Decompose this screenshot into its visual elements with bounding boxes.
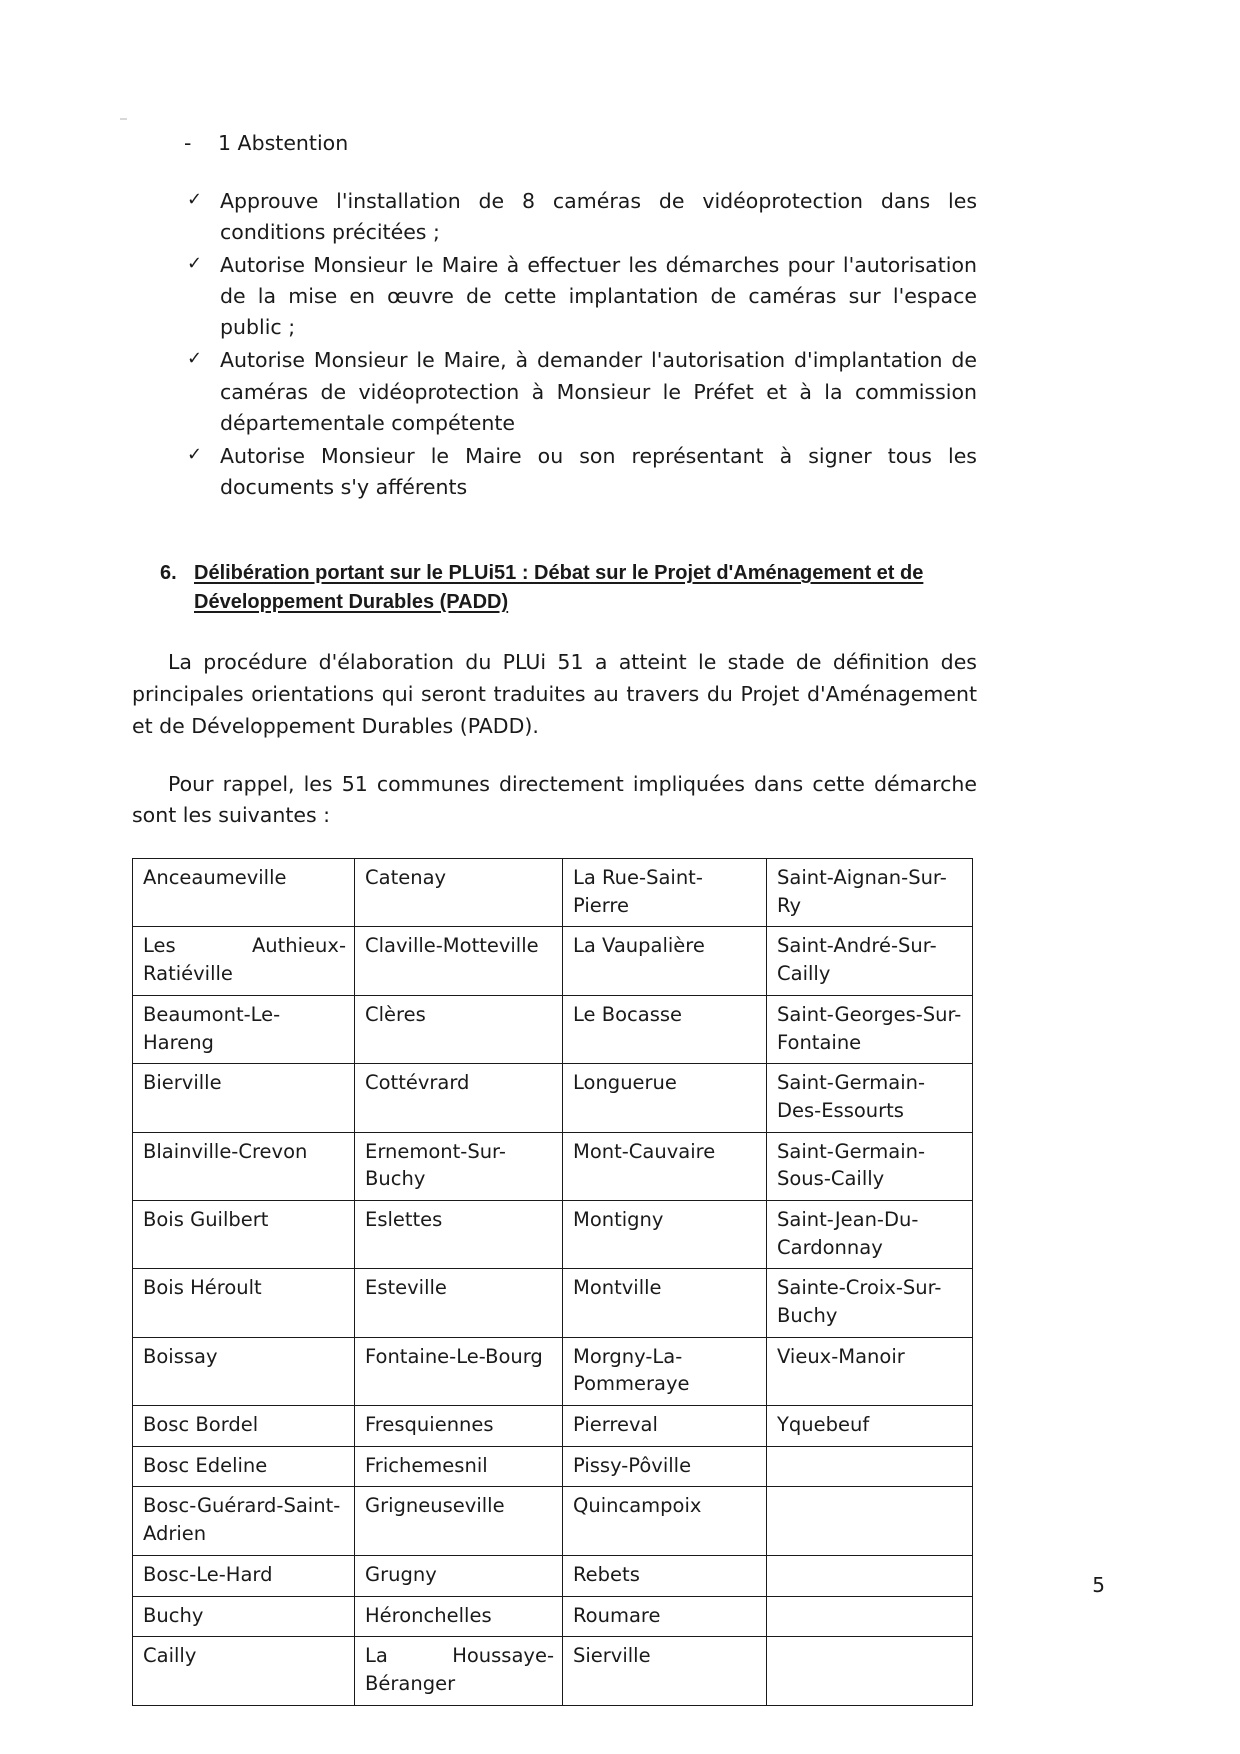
decision-text: Autorise Monsieur le Maire à effectuer les démarches pour l'autorisation de la mise en œuvre de cette implantation de caméras sur l'espace public ; [220,252,977,340]
table-cell [767,1487,973,1555]
table-cell: Claville-Motteville [355,927,563,995]
table-cell: Grugny [355,1555,563,1596]
page-number: 5 [1092,1573,1105,1597]
table-row [133,1555,973,1596]
table-cell: Pissy-Pôville [563,1446,767,1487]
table-cell: Boissay [133,1337,355,1405]
table-row [133,1132,973,1200]
table-cell: Clères [355,995,563,1063]
table-cell: Montigny [563,1200,767,1268]
table-cell: Saint-Jean-Du-Cardonnay [767,1200,973,1268]
table-cell: Bierville [133,1064,355,1132]
table-cell: Saint-Georges-Sur-Fontaine [767,995,973,1063]
page-content [132,130,977,1706]
table-cell: Héronchelles [355,1596,563,1637]
table-cell: Yquebeuf [767,1406,973,1447]
table-cell: Saint-Germain-Des-Essourts [767,1064,973,1132]
table-cell: Bosc-Le-Hard [133,1555,355,1596]
table-cell: Bois Héroult [133,1269,355,1337]
table-cell: Blainville-Crevon [133,1132,355,1200]
table-cell: Quincampoix [563,1487,767,1555]
table-cell: La Rue-Saint-Pierre [563,859,767,927]
check-icon: ✓ [187,348,203,370]
table-cell: Bois Guilbert [133,1200,355,1268]
table-row [133,1446,973,1487]
table-cell: Fontaine-Le-Bourg [355,1337,563,1405]
table-cell: Rebets [563,1555,767,1596]
table-cell [767,1446,973,1487]
table-cell: Morgny-La-Pommeraye [563,1337,767,1405]
decision-text: Autorise Monsieur le Maire, à demander l'autorisation d'implantation de caméras de vidéoprotection à Monsieur le Préfet et à la commission départementale compétente [220,348,977,435]
list-item [132,441,977,503]
table-cell: Mont-Cauvaire [563,1132,767,1200]
table-row [133,1406,973,1447]
table-cell: Le Bocasse [563,995,767,1063]
table-cell: Bosc Edeline [133,1446,355,1487]
table-row [133,1064,973,1132]
table-cell: La Houssaye-Béranger [355,1637,563,1705]
table-row [133,1337,973,1405]
table-cell: Roumare [563,1596,767,1637]
table-cell: Esteville [355,1269,563,1337]
table-cell: Frichemesnil [355,1446,563,1487]
section-number: 6. [160,562,177,585]
table-row [133,927,973,995]
table-cell: Les Authieux-Ratiéville [133,927,355,995]
table-cell: Saint-Germain-Sous-Cailly [767,1132,973,1200]
table-cell: Pierreval [563,1406,767,1447]
table-cell: Grigneuseville [355,1487,563,1555]
scan-artifact [120,118,127,120]
table-row [133,1637,973,1705]
table-cell: Anceaumeville [133,859,355,927]
table-cell: Catenay [355,859,563,927]
table-cell: La Vaupalière [563,927,767,995]
list-item [132,250,977,343]
table-cell: Saint-Aignan-Sur-Ry [767,859,973,927]
table-cell: Bosc Bordel [133,1406,355,1447]
table-cell: Cottévrard [355,1064,563,1132]
abstention-line [132,130,977,158]
decision-text: Approuve l'installation de 8 caméras de vidéoprotection dans les conditions précitées ; [220,188,977,244]
paragraph: Pour rappel, les 51 communes directement impliquées dans cette démarche sont les suivantes : [132,771,977,828]
table-cell: Bosc-Guérard-Saint-Adrien [133,1487,355,1555]
table-cell: Cailly [133,1637,355,1705]
table-row [133,1487,973,1555]
paragraph: La procédure d'élaboration du PLUi 51 a atteint le stade de définition des principales orientations qui seront traduites au travers du Projet d'Aménagement et de Développement Durables (PADD). [132,650,977,738]
table-row [133,1269,973,1337]
table-row [133,1200,973,1268]
communes-table [132,858,973,1706]
table-cell: Sainte-Croix-Sur-Buchy [767,1269,973,1337]
table-cell: Eslettes [355,1200,563,1268]
check-icon: ✓ [187,188,203,210]
check-icon: ✓ [187,443,203,465]
table-cell [767,1596,973,1637]
list-item [132,186,977,248]
table-cell [767,1555,973,1596]
table-cell: Sierville [563,1637,767,1705]
table-cell: Longuerue [563,1064,767,1132]
abstention-text: 1 Abstention [218,131,349,155]
list-item [132,345,977,438]
table-row [133,859,973,927]
table-cell: Saint-André-Sur-Cailly [767,927,973,995]
table-cell: Ernemont-Sur-Buchy [355,1132,563,1200]
decision-text: Autorise Monsieur le Maire ou son représentant à signer tous les documents s'y afférents [220,443,977,500]
table-row [133,995,973,1063]
table-cell: Vieux-Manoir [767,1337,973,1405]
decisions-list [132,186,977,504]
section-heading [132,559,977,617]
table-cell: Montville [563,1269,767,1337]
table-row [133,1596,973,1637]
table-cell: Beaumont-Le-Hareng [133,995,355,1063]
table-cell: Buchy [133,1596,355,1637]
list-dash: - [184,131,192,155]
table-cell: Fresquiennes [355,1406,563,1447]
section-title: Délibération portant sur le PLUi51 : Débat sur le Projet d'Aménagement et de Développement Durables (PADD) [194,562,924,614]
check-icon: ✓ [187,252,203,274]
table-cell [767,1637,973,1705]
